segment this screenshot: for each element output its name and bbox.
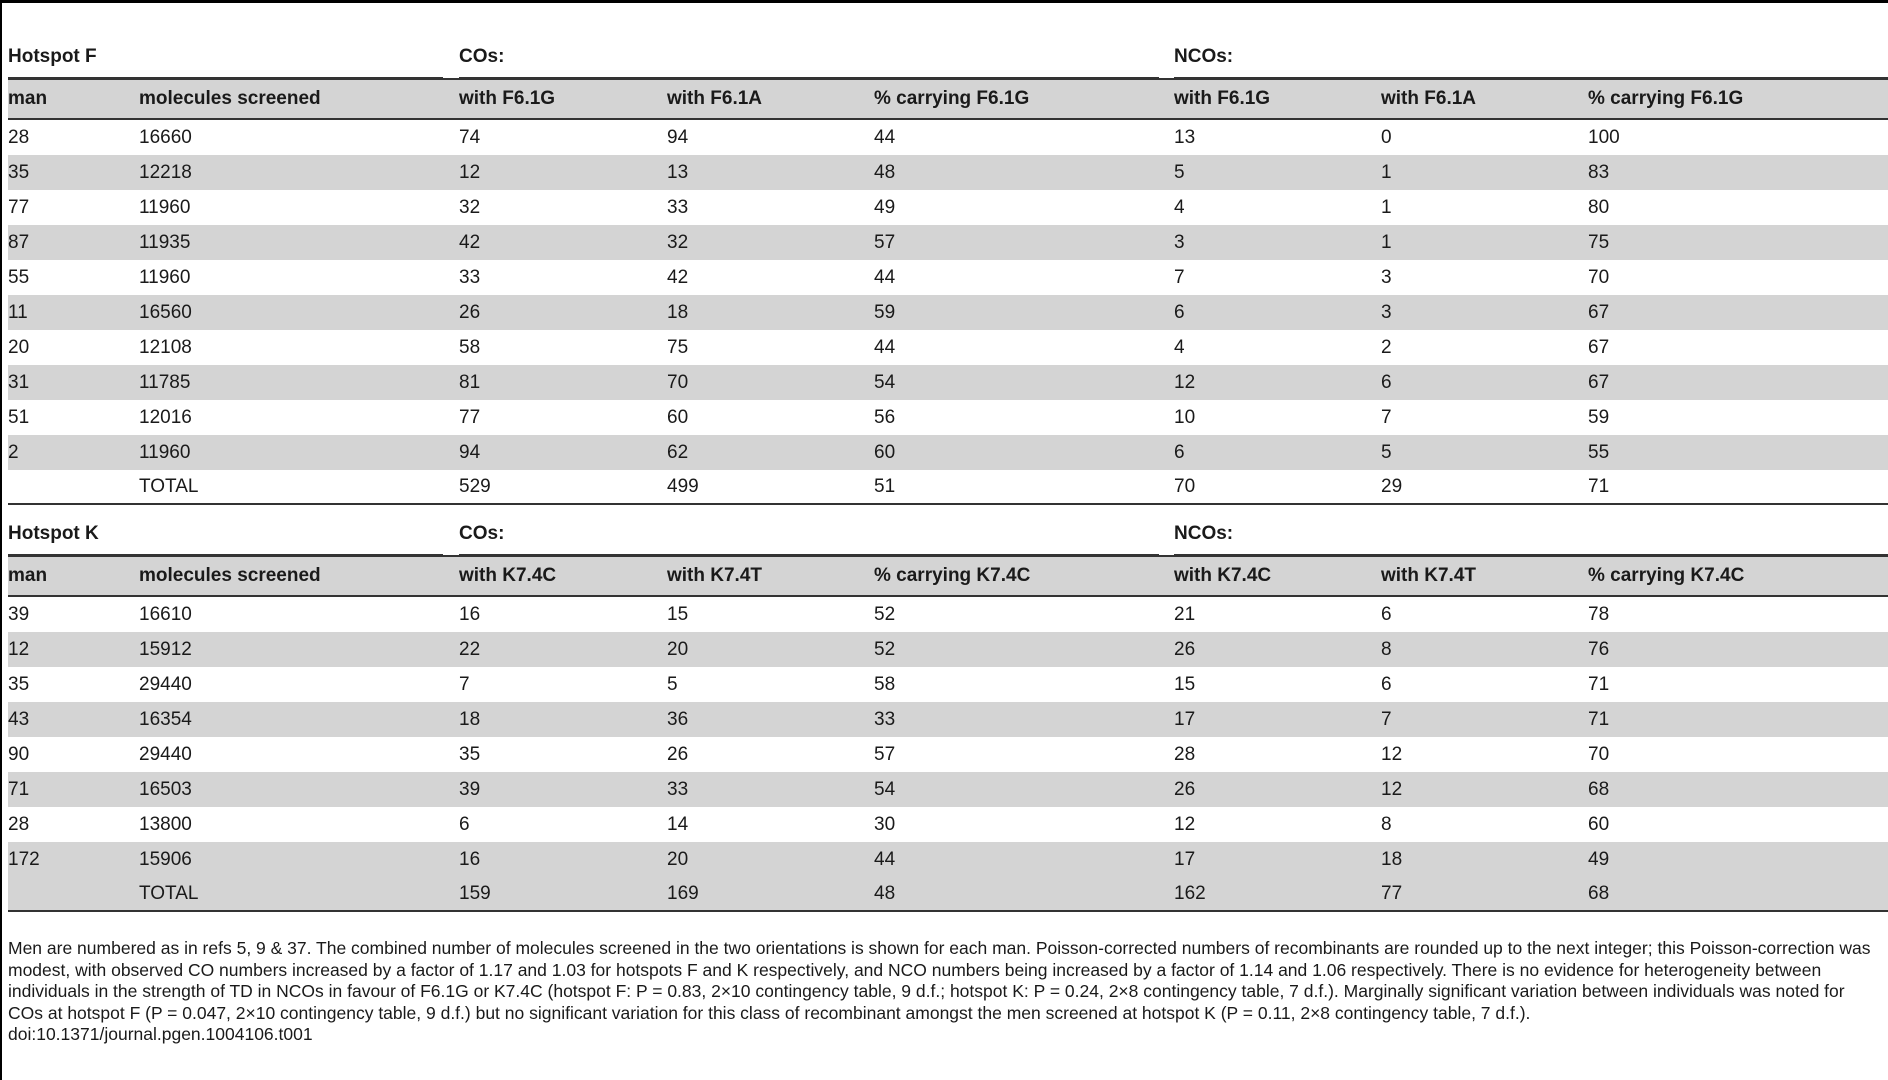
table-cell: 4 (1174, 196, 1185, 218)
table-cell: 71 (1588, 708, 1610, 730)
table-cell: 49 (1588, 848, 1610, 870)
table-cell: 26 (459, 301, 481, 323)
table-cell: 21 (1174, 603, 1196, 625)
table-cell: 11960 (139, 441, 191, 463)
table-cell: 42 (459, 231, 481, 253)
table-cell: 26 (1174, 778, 1196, 800)
table-cell: 55 (1588, 441, 1610, 463)
column-header: % carrying F6.1G (874, 88, 1030, 109)
table-cell: 39 (459, 778, 481, 800)
table-row (8, 155, 1888, 190)
table-cell: 5 (1381, 441, 1392, 463)
table-cell: 68 (1588, 778, 1610, 800)
table-cell: 15912 (139, 638, 192, 660)
table-cell: 58 (874, 673, 896, 695)
column-header: man (8, 565, 48, 586)
table-cell: 26 (667, 743, 689, 765)
table-cell: 16354 (139, 708, 192, 730)
table-cell: 60 (874, 441, 896, 463)
table-cell: 78 (1588, 603, 1610, 625)
table-cell: 48 (874, 882, 896, 904)
table-cell: 1 (1381, 196, 1392, 218)
table-cell: 20 (8, 336, 30, 358)
table-cell: 94 (667, 126, 689, 148)
table-cell: 94 (459, 441, 481, 463)
column-header: with K7.4T (1381, 565, 1477, 586)
table-cell: 33 (667, 196, 689, 218)
table-cell: 12 (1174, 813, 1196, 835)
table-row (8, 667, 1888, 702)
table-cell: 75 (1588, 231, 1610, 253)
column-header: with K7.4C (459, 565, 557, 586)
table-cell: 62 (667, 441, 689, 463)
table-cell: 15 (667, 603, 689, 625)
table-cell: 71 (1588, 673, 1610, 695)
table-cell: 13800 (139, 813, 192, 835)
table-row (8, 597, 1888, 632)
table-cell: 42 (667, 266, 689, 288)
table-cell: 18 (667, 301, 689, 323)
column-header-row (8, 78, 1888, 120)
column-header: with K7.4T (667, 565, 763, 586)
table-row (8, 365, 1888, 400)
table-row (8, 702, 1888, 737)
table-row (8, 120, 1888, 155)
table-cell: 11960 (139, 196, 191, 218)
table-cell: 6 (1381, 673, 1392, 695)
table-cell: 18 (1381, 848, 1403, 870)
table-cell: 71 (1588, 475, 1610, 497)
column-header: with K7.4C (1174, 565, 1272, 586)
table-cell: 3 (1381, 301, 1392, 323)
table-cell: 11960 (139, 266, 191, 288)
table-row (8, 295, 1888, 330)
column-header: with F6.1G (459, 88, 556, 109)
table-cell: 29440 (139, 743, 192, 765)
top-rule (0, 0, 1888, 3)
table-cell: 55 (8, 266, 30, 288)
table-cell: 83 (1588, 161, 1610, 183)
table-cell: 17 (1174, 708, 1196, 730)
table-cell: 1 (1381, 231, 1392, 253)
table-cell: 6 (1381, 603, 1392, 625)
table-row (8, 400, 1888, 435)
table-cell: 16503 (139, 778, 192, 800)
table-cell: 30 (874, 813, 896, 835)
table-cell: 8 (1381, 638, 1392, 660)
table-cell: 20 (667, 638, 689, 660)
table-cell: 44 (874, 126, 896, 148)
table-cell: 7 (1381, 406, 1392, 428)
table-cell: 6 (459, 813, 470, 835)
table-row (8, 225, 1888, 260)
table-cell: 80 (1588, 196, 1610, 218)
table-cell: 499 (667, 475, 699, 497)
column-header: with F6.1G (1174, 88, 1271, 109)
hotspot-k-table (8, 513, 1888, 912)
table-cell: 2 (1381, 336, 1392, 358)
table-row (8, 807, 1888, 842)
table-cell: 32 (667, 231, 689, 253)
table-cell: 529 (459, 475, 491, 497)
table-cell: 70 (1174, 475, 1196, 497)
table-cell: 52 (874, 638, 896, 660)
table-cell: 74 (459, 126, 481, 148)
table-cell: 87 (8, 231, 30, 253)
table-cell: 16560 (139, 301, 192, 323)
table-cell: 14 (667, 813, 689, 835)
table-cell: 44 (874, 266, 896, 288)
table-cell: 159 (459, 882, 491, 904)
cos-group-label: COs: (459, 46, 505, 67)
table-cell: 5 (1174, 161, 1185, 183)
table-cell: 13 (1174, 126, 1196, 148)
table-cell: 0 (1381, 126, 1392, 148)
table-cell: 81 (459, 371, 481, 393)
table-cell: 77 (1381, 882, 1403, 904)
table-cell: 67 (1588, 371, 1610, 393)
table-cell: 5 (667, 673, 678, 695)
table-cell: 100 (1588, 126, 1620, 148)
column-header: man (8, 88, 48, 109)
table-cell: 60 (667, 406, 689, 428)
table-row (8, 772, 1888, 807)
table-cell: 12 (459, 161, 481, 183)
table-row (8, 632, 1888, 667)
table-cell: 52 (874, 603, 896, 625)
left-rule (0, 0, 2, 1080)
table-cell: 33 (667, 778, 689, 800)
table-row (8, 260, 1888, 295)
table-cell: 7 (1381, 708, 1392, 730)
table-cell: 162 (1174, 882, 1206, 904)
table-cell: 6 (1174, 301, 1185, 323)
table-cell: 77 (459, 406, 481, 428)
table-cell: 17 (1174, 848, 1196, 870)
table-cell: 7 (1174, 266, 1185, 288)
table-cell: 33 (459, 266, 481, 288)
table-cell: 58 (459, 336, 481, 358)
table-cell: 59 (1588, 406, 1610, 428)
table-cell: 67 (1588, 336, 1610, 358)
table-cell: 16610 (139, 603, 192, 625)
table-cell: 35 (8, 161, 30, 183)
table-cell: 29440 (139, 673, 192, 695)
table-cell: 76 (1588, 638, 1610, 660)
column-header: with F6.1A (667, 88, 763, 109)
column-header: % carrying K7.4C (1588, 565, 1745, 586)
table-cell: 11 (8, 301, 28, 323)
column-header: molecules screened (139, 565, 321, 586)
column-header: molecules screened (139, 88, 321, 109)
table-cell: 12218 (139, 161, 192, 183)
hotspot-k-title: Hotspot K (8, 523, 99, 544)
table-cell: 4 (1174, 336, 1185, 358)
table-cell: 12016 (139, 406, 192, 428)
table-cell: TOTAL (139, 882, 199, 904)
table-cell: 16 (459, 603, 481, 625)
column-header: % carrying K7.4C (874, 565, 1031, 586)
table-cell: 15 (1174, 673, 1196, 695)
table-cell: 43 (8, 708, 30, 730)
table-total-row (8, 470, 1888, 505)
column-header: with F6.1A (1381, 88, 1477, 109)
table-cell: 3 (1174, 231, 1185, 253)
hotspot-f-group-header (8, 36, 1888, 78)
table-cell: 16660 (139, 126, 192, 148)
table-cell: 70 (667, 371, 689, 393)
table-cell: 39 (8, 603, 30, 625)
column-header-row (8, 555, 1888, 597)
table-cell: 51 (8, 406, 30, 428)
table-cell: 71 (8, 778, 30, 800)
table-cell: 36 (667, 708, 689, 730)
table-cell: 12 (8, 638, 30, 660)
hotspot-k-body (8, 597, 1888, 912)
table-cell: 3 (1381, 266, 1392, 288)
table-cell: 57 (874, 231, 896, 253)
table-cell: 67 (1588, 301, 1610, 323)
table-footnote (8, 938, 1880, 1046)
table-cell: 1 (1381, 161, 1392, 183)
table-cell: 56 (874, 406, 896, 428)
table-cell: 54 (874, 371, 896, 393)
table-cell: 35 (459, 743, 481, 765)
table-row (8, 842, 1888, 877)
hotspot-f-title: Hotspot F (8, 46, 97, 67)
table-cell: 2 (8, 441, 19, 463)
table-cell: 59 (874, 301, 896, 323)
table-cell: 68 (1588, 882, 1610, 904)
table-cell: 12 (1381, 778, 1403, 800)
doi-text: doi:10.1371/journal.pgen.1004106.t001 (8, 1024, 313, 1044)
table-cell: 31 (8, 371, 30, 393)
table-row (8, 190, 1888, 225)
table-cell: 15906 (139, 848, 192, 870)
table-cell: 12 (1381, 743, 1403, 765)
footnote-text: Men are numbered as in refs 5, 9 & 37. The combined number of molecules screened in the two orientations is shown for each man. Poisson-corrected numbers of recombinants are rounded up to the next integer; this Poisson-correction was modest, with observed CO numbers increased by a factor of 1.17 and 1.03 for hotspots F and K respectively, and NCO numbers being increased by a factor of 1.14 and 1.06 respectively. There is no evidence for heterogeneity between individuals in the strength of TD in NCOs in favour of F6.1G or K7.4C (hotspot F: P = 0.83, 2×10 contingency table, 9 d.f.; hotspot K: P = 0.24, 2×8 contingency table, 7 d.f.). Marginally significant variation between individuals was noted for COs at hotspot F (P = 0.047, 2×10 contingency table, 9 d.f.) but no significant variation for this class of recombinant amongst the men screened at hotspot K (P = 0.11, 2×8 contingency table, 7 d.f.). (8, 938, 1871, 1023)
table-cell: 57 (874, 743, 896, 765)
table-cell: 22 (459, 638, 481, 660)
table-cell: 12108 (139, 336, 192, 358)
table-cell: 172 (8, 848, 40, 870)
table-row (8, 435, 1888, 470)
table-cell: 70 (1588, 266, 1610, 288)
table-cell: 26 (1174, 638, 1196, 660)
table-cell: 48 (874, 161, 896, 183)
hotspot-f-body (8, 120, 1888, 505)
table-cell: 28 (1174, 743, 1196, 765)
table-cell: 13 (667, 161, 689, 183)
table-cell: 11935 (139, 231, 191, 253)
table-cell: 49 (874, 196, 896, 218)
table-cell: 6 (1381, 371, 1392, 393)
table-row (8, 737, 1888, 772)
hotspot-k-group-header (8, 513, 1888, 555)
table-cell: 11785 (139, 371, 191, 393)
table-cell: 77 (8, 196, 30, 218)
table-cell: 169 (667, 882, 699, 904)
table-cell: 33 (874, 708, 896, 730)
column-header: % carrying F6.1G (1588, 88, 1744, 109)
table-cell: 12 (1174, 371, 1196, 393)
table-cell: 35 (8, 673, 30, 695)
table-cell: 16 (459, 848, 481, 870)
table-cell: 18 (459, 708, 481, 730)
cos-group-label: COs: (459, 523, 505, 544)
table-cell: 28 (8, 813, 30, 835)
table-cell: 44 (874, 848, 896, 870)
table-cell: 8 (1381, 813, 1392, 835)
table-cell: 75 (667, 336, 689, 358)
table-cell: 90 (8, 743, 30, 765)
ncos-group-label: NCOs: (1174, 46, 1234, 67)
table-cell: 20 (667, 848, 689, 870)
table-total-row (8, 877, 1888, 912)
table-cell: 70 (1588, 743, 1610, 765)
table-cell: 28 (8, 126, 30, 148)
ncos-group-label: NCOs: (1174, 523, 1234, 544)
table-cell: 44 (874, 336, 896, 358)
table-cell: 60 (1588, 813, 1610, 835)
hotspot-f-table (8, 36, 1888, 505)
table-cell: 32 (459, 196, 481, 218)
table-cell: TOTAL (139, 475, 199, 497)
table-cell: 29 (1381, 475, 1403, 497)
table-row (8, 330, 1888, 365)
table-cell: 10 (1174, 406, 1196, 428)
table-cell: 6 (1174, 441, 1185, 463)
table-cell: 51 (874, 475, 896, 497)
table-cell: 7 (459, 673, 470, 695)
table-cell: 54 (874, 778, 896, 800)
